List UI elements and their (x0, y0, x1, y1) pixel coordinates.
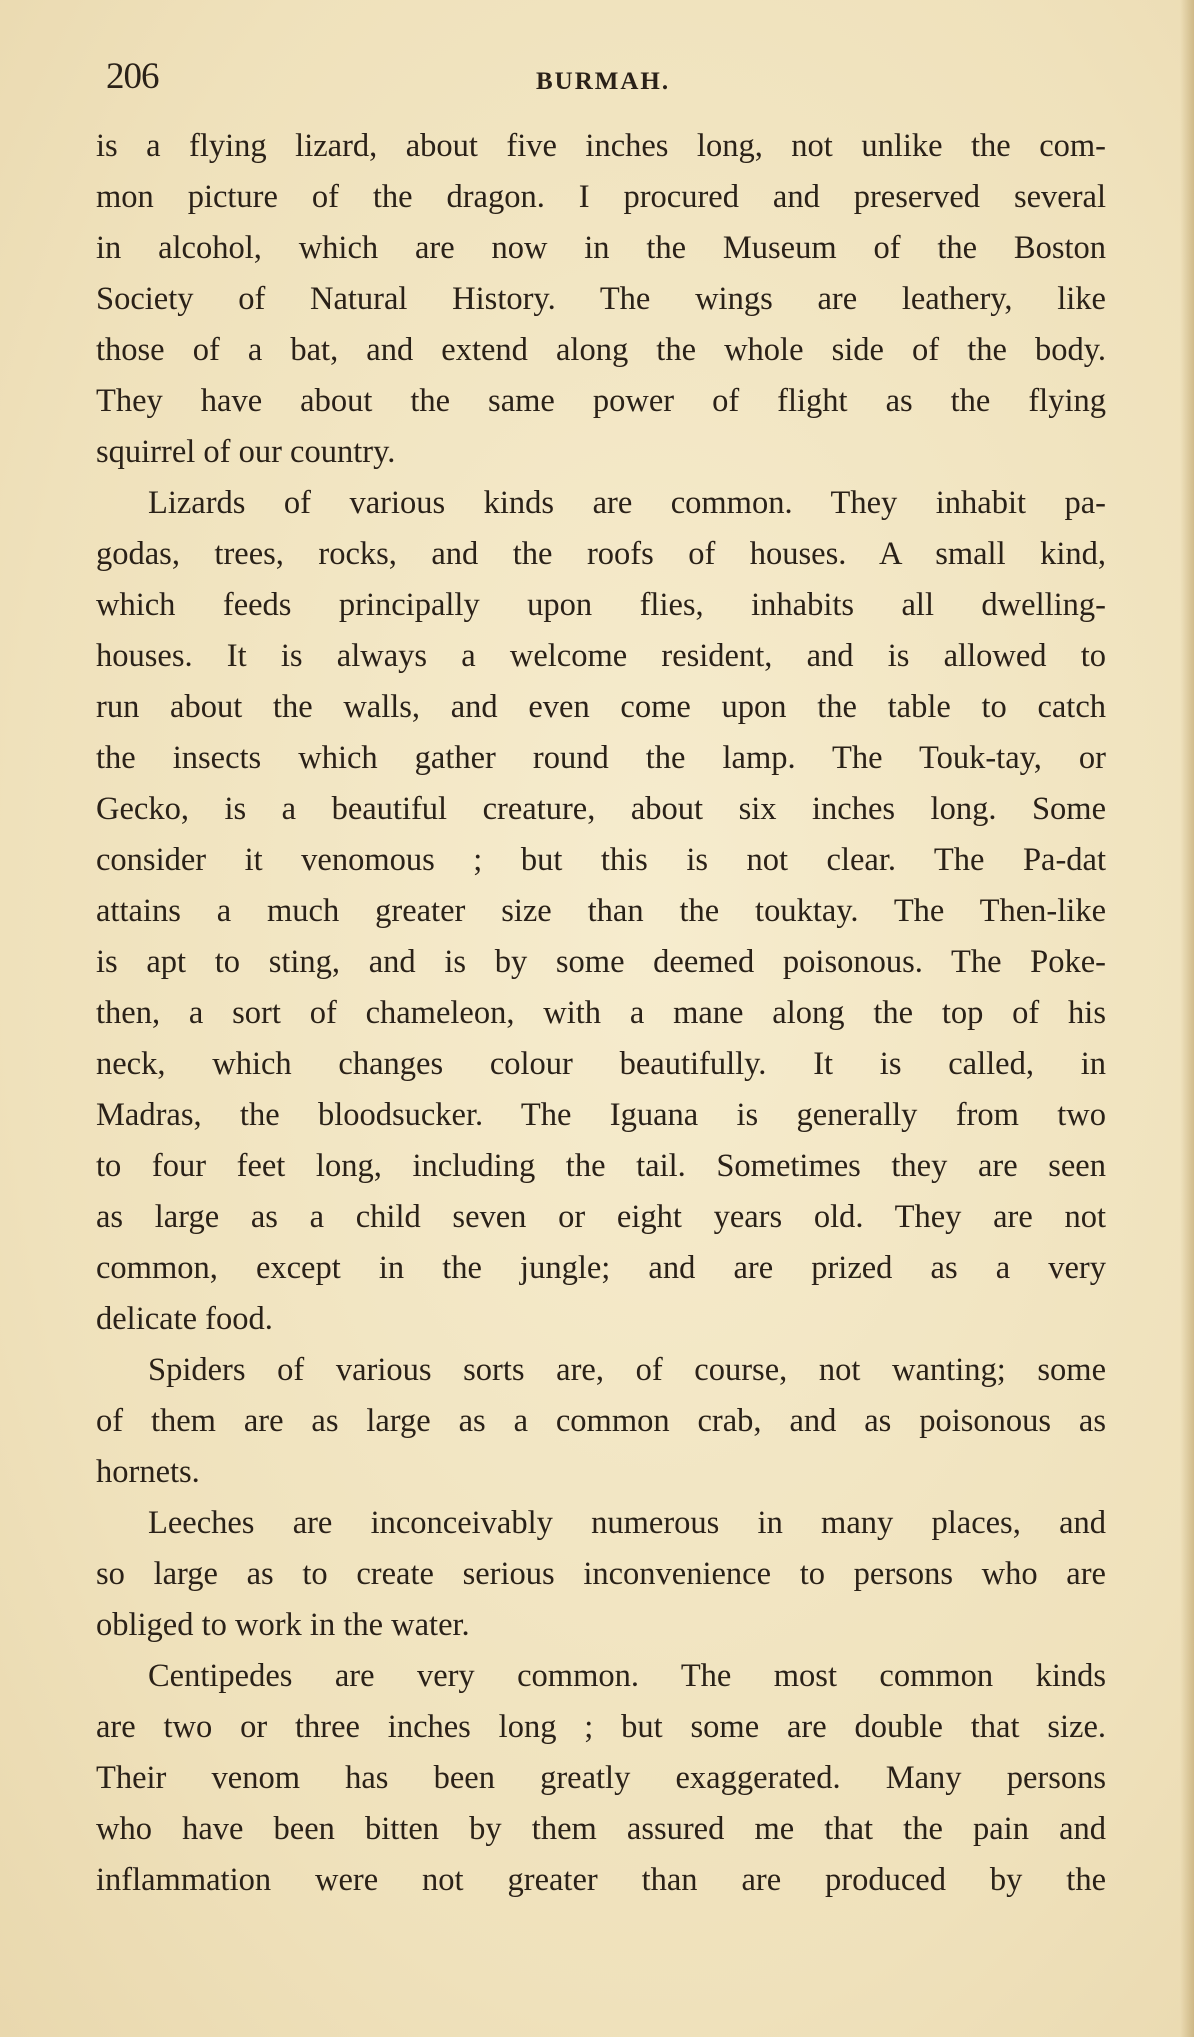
text-line: mon picture of the dragon. I procured and preserved several (96, 179, 1106, 215)
body-text (96, 121, 1106, 1906)
text-line: squirrel of our country. (96, 434, 396, 470)
page-number: 206 (106, 56, 159, 97)
text-line: inflammation were not greater than are produced by the (96, 1862, 1106, 1898)
text-line: run about the walls, and even come upon the table to catch (96, 689, 1106, 725)
text-line: Their venom has been greatly exaggerated. Many persons (96, 1760, 1106, 1796)
text-line: Centipedes are very common. The most common kinds (148, 1658, 1106, 1694)
text-line: is apt to sting, and is by some deemed poisonous. The Poke- (96, 944, 1106, 980)
text-line: Lizards of various kinds are common. They inhabit pa- (148, 485, 1106, 521)
text-line: in alcohol, which are now in the Museum of the Boston (96, 230, 1106, 266)
text-line: so large as to create serious inconvenience to persons who are (96, 1556, 1106, 1592)
text-line: They have about the same power of flight as the flying (96, 383, 1106, 419)
text-line: houses. It is always a welcome resident, and is allowed to (96, 638, 1106, 674)
text-line: which feeds principally upon flies, inhabits all dwelling- (96, 587, 1106, 623)
text-line: are two or three inches long ; but some are double that size. (96, 1709, 1106, 1745)
text-line: is a flying lizard, about five inches long, not unlike the com- (96, 128, 1106, 164)
text-line: Leeches are inconceivably numerous in many places, and (148, 1505, 1106, 1541)
paragraph-flying-lizard (96, 121, 1106, 478)
text-line: godas, trees, rocks, and the roofs of houses. A small kind, (96, 536, 1106, 572)
text-line: attains a much greater size than the touktay. The Then-like (96, 893, 1106, 929)
paragraph-leeches (96, 1498, 1106, 1651)
paragraph-centipedes (96, 1651, 1106, 1906)
text-line: who have been bitten by them assured me that the pain and (96, 1811, 1106, 1847)
text-line: delicate food. (96, 1301, 273, 1337)
text-line: of them are as large as a common crab, and as poisonous as (96, 1403, 1106, 1439)
text-line: Spiders of various sorts are, of course, not wanting; some (148, 1352, 1106, 1388)
text-line: those of a bat, and extend along the whole side of the body. (96, 332, 1106, 368)
running-head (106, 52, 1106, 108)
paragraph-spiders (96, 1345, 1106, 1498)
text-line: the insects which gather round the lamp. The Touk-tay, or (96, 740, 1106, 776)
text-line: hornets. (96, 1454, 200, 1490)
paragraph-lizards (96, 478, 1106, 1345)
text-line: as large as a child seven or eight years old. They are not (96, 1199, 1106, 1235)
page-edge-shadow (1180, 0, 1194, 2037)
text-line: then, a sort of chameleon, with a mane along the top of his (96, 995, 1106, 1031)
text-line: obliged to work in the water. (96, 1607, 470, 1643)
text-line: common, except in the jungle; and are prized as a very (96, 1250, 1106, 1286)
text-line: Gecko, is a beautiful creature, about six inches long. Some (96, 791, 1106, 827)
text-line: to four feet long, including the tail. Sometimes they are seen (96, 1148, 1106, 1184)
running-title: BURMAH. (536, 68, 671, 95)
text-line: Madras, the bloodsucker. The Iguana is generally from two (96, 1097, 1106, 1133)
text-line: consider it venomous ; but this is not clear. The Pa-dat (96, 842, 1106, 878)
text-line: Society of Natural History. The wings are leathery, like (96, 281, 1106, 317)
text-line: neck, which changes colour beautifully. It is called, in (96, 1046, 1106, 1082)
